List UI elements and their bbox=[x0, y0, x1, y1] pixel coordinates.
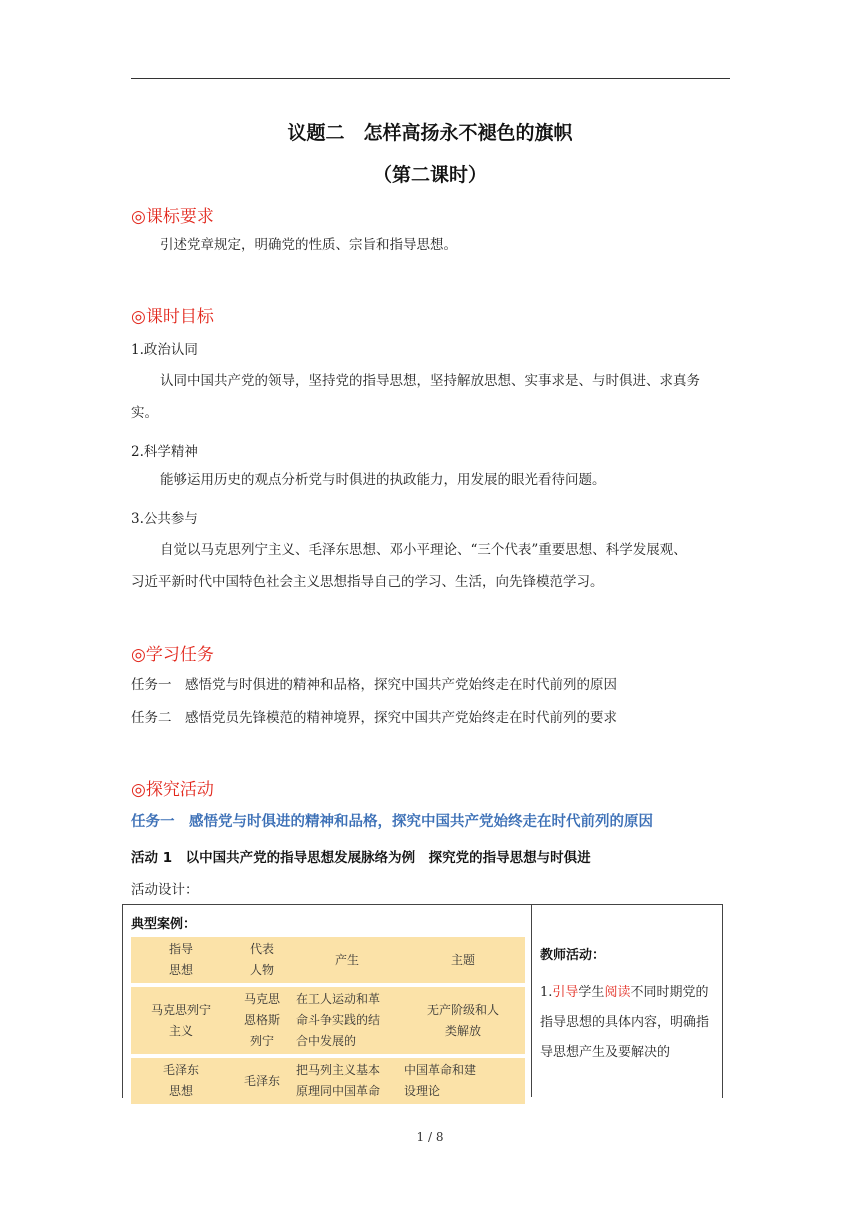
task-one-title: 任务一 感悟党与时俱进的精神和品格，探究中国共产党始终走在时代前列的原因 bbox=[131, 814, 653, 830]
table-cell: 毛泽东 思想 bbox=[131, 1058, 231, 1104]
table-row bbox=[131, 1058, 525, 1104]
design-label: 活动设计： bbox=[131, 882, 199, 898]
section-heading-tasks: ◎学习任务 bbox=[131, 645, 214, 665]
task-item: 任务二 感悟党员先锋模范的精神境界，探究中国共产党始终走在时代前列的要求 bbox=[131, 710, 617, 726]
table-header-cell: 主题 bbox=[401, 937, 525, 983]
thought-table bbox=[131, 937, 525, 1104]
goal-text: 习近平新时代中国特色社会主义思想指导自己的学习、生活，向先锋模范学习。 bbox=[131, 574, 604, 590]
table-cell: 毛泽东 bbox=[231, 1058, 293, 1104]
goal-text: 能够运用历史的观点分析党与时俱进的执政能力，用发展的眼光看待问题。 bbox=[160, 472, 606, 488]
case-label: 典型案例： bbox=[131, 917, 197, 932]
teacher-activity-heading: 教师活动： bbox=[540, 948, 606, 963]
task-item: 任务一 感悟党与时俱进的精神和品格，探究中国共产党始终走在时代前列的原因 bbox=[131, 677, 617, 693]
table-cell: 在工人运动和革 命斗争实践的结 合中发展的 bbox=[293, 987, 401, 1054]
table-cell: 马克思 恩格斯 列宁 bbox=[231, 987, 293, 1054]
table-cell: 无产阶级和人 类解放 bbox=[401, 987, 525, 1054]
box-divider bbox=[531, 904, 532, 1097]
section-heading-standard: ◎课标要求 bbox=[131, 207, 214, 227]
table-header-cell: 产生 bbox=[293, 937, 401, 983]
teacher-prefix: 1. bbox=[540, 985, 553, 1000]
table-cell: 中国革命和建 设理论 bbox=[401, 1058, 525, 1104]
page-number: 1 / 8 bbox=[416, 1130, 444, 1144]
standard-text: 引述党章规定，明确党的性质、宗旨和指导思想。 bbox=[160, 237, 457, 253]
table-header-cell: 代表 人物 bbox=[231, 937, 293, 983]
highlight-guide: 引导 bbox=[552, 985, 579, 1000]
table-header-cell: 指导 思想 bbox=[131, 937, 231, 983]
teacher-rest: 不同时期党的指导思想的具体内容，明确指导思想产生及要解决的 bbox=[540, 985, 710, 1060]
teacher-mid: 学生 bbox=[578, 985, 605, 1000]
teacher-activity-text bbox=[540, 978, 718, 1068]
goal-label: 1.政治认同 bbox=[131, 342, 198, 358]
activity-title: 活动 1 以中国共产党的指导思想发展脉络为例 探究党的指导思想与时俱进 bbox=[131, 850, 591, 866]
table-cell: 把马列主义基本 原理同中国革命 bbox=[293, 1058, 401, 1104]
table-cell: 马克思列宁 主义 bbox=[131, 987, 231, 1054]
header-rule bbox=[131, 78, 730, 79]
goal-text: 实。 bbox=[131, 405, 158, 421]
section-heading-activities: ◎探究活动 bbox=[131, 780, 214, 800]
goal-label: 3.公共参与 bbox=[131, 511, 198, 527]
table-header-row bbox=[131, 937, 525, 983]
highlight-read: 阅读 bbox=[604, 985, 631, 1000]
document-subtitle: （第二课时） bbox=[372, 164, 487, 186]
goal-text: 认同中国共产党的领导，坚持党的指导思想，坚持解放思想、实事求是、与时俱进、求真务 bbox=[160, 373, 700, 389]
section-heading-goals: ◎课时目标 bbox=[131, 307, 214, 327]
document-title: 议题二 怎样高扬永不褪色的旗帜 bbox=[287, 122, 573, 144]
goal-label: 2.科学精神 bbox=[131, 444, 198, 460]
table-row bbox=[131, 987, 525, 1054]
goal-text: 自觉以马克思列宁主义、毛泽东思想、邓小平理论、“三个代表”重要思想、科学发展观、 bbox=[160, 542, 687, 558]
